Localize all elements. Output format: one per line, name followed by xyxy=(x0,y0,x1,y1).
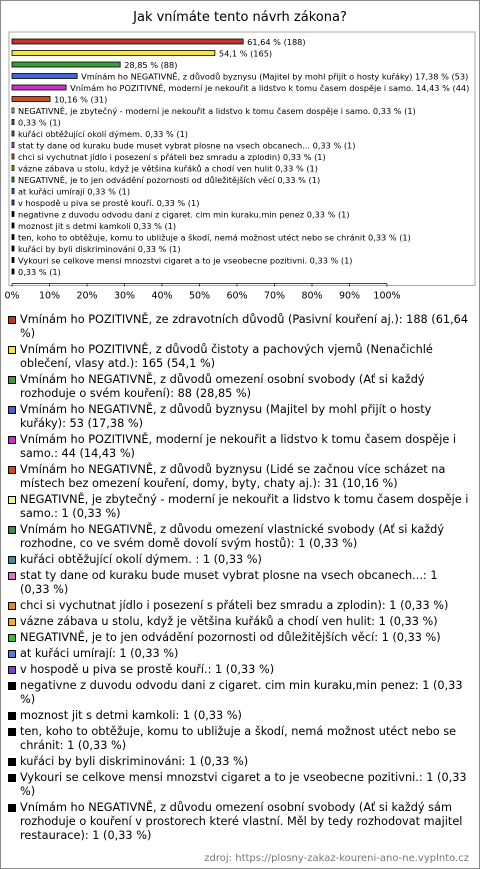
x-tick-label: 70% xyxy=(263,290,286,302)
bar xyxy=(12,223,14,228)
bar xyxy=(12,97,50,102)
bar xyxy=(12,235,14,240)
legend-item xyxy=(7,647,469,661)
bar-label: at kuřáci umírají 0,33 % (1) xyxy=(18,186,131,197)
legend-item xyxy=(7,403,469,431)
bar-label: 28,85 % (88) xyxy=(124,60,178,70)
x-tick-label: 0% xyxy=(4,290,20,302)
legend-label: kuřáci by byli diskriminováni: 1 (0,33 %) xyxy=(20,755,249,768)
bar xyxy=(12,258,14,263)
legend-item xyxy=(7,553,469,567)
source-note: zdroj: https://plosny-zakaz-koureni-ano-ne.vyplnto.cz xyxy=(204,853,469,864)
legend-swatch xyxy=(8,650,16,658)
legend-label: NEGATIVNĚ, je zbytečný - moderní je nekouřit a lidstvo k tomu časem dospěje i samo.: 1 (0,33 %) xyxy=(20,493,469,520)
bar xyxy=(12,62,120,67)
bar-label: moznost jit s detmi kamkoli 0,33 % (1) xyxy=(18,221,177,231)
chart-legend xyxy=(7,313,469,845)
legend-item xyxy=(7,343,469,371)
bar-label: NEGATIVNĚ, je zbytečný - moderní je nekouřit a lidstvo k tomu časem dospěje i samo. 0,33 % (1) xyxy=(18,106,416,116)
legend-label: Vmínám ho NEGATIVNĚ, z důvodů byznysu (Lidé se začnou více scházet na místech bez omezení kouření, domy, byty, chaty aj.): 31 (10,16 %) xyxy=(20,463,446,490)
legend-swatch xyxy=(8,804,16,812)
bar-label: vázne zábava u stolu, když je většina kuřáků a chodí ven hulit 0,33 % (1) xyxy=(18,163,318,174)
bar xyxy=(12,154,14,159)
bar xyxy=(12,200,14,205)
bar-chart-plot xyxy=(1,1,479,308)
bar-label: chci si vychutnat jídlo i posezení s přáteli bez smradu a zplodin) 0,33 % (1) xyxy=(18,152,326,162)
bar-label: 61,64 % (188) xyxy=(247,37,306,47)
bar-label: 0,33 % (1) xyxy=(18,267,61,277)
legend-swatch xyxy=(8,436,16,444)
x-tick-label: 50% xyxy=(188,290,211,302)
legend-label: moznost jit s detmi kamkoli: 1 (0,33 %) xyxy=(20,709,242,722)
x-tick-label: 80% xyxy=(301,290,323,302)
legend-label: stat ty dane od kuraku bude muset vybrat plosne na vsech obcanech...: 1 (0,33 %) xyxy=(20,569,438,596)
x-tick-label: 100% xyxy=(373,290,401,302)
x-tick-label: 20% xyxy=(76,290,98,302)
bar-label: ten, koho to obtěžuje, komu to ubližuje a škodí, nemá možnost utéct nebo se chránit 0,33 % (1) xyxy=(18,232,411,243)
legend-label: kuřáci obtěžující okolí dýmem. : 1 (0,33 %) xyxy=(20,553,262,566)
chart-title: Jak vnímáte tento návrh zákona? xyxy=(133,10,347,25)
legend-swatch xyxy=(8,682,16,690)
legend-label: Vmínám ho NEGATIVNĚ, z důvodů byznysu (Majitel by mohl přijít o hosty kuřáky): 53 (17,38 %) xyxy=(20,403,432,430)
legend-label: vázne zábava u stolu, když je většina kuřáků a chodí ven hulit: 1 (0,33 %) xyxy=(20,615,438,628)
legend-label: chci si vychutnat jídlo i posezení s přáteli bez smradu a zplodin): 1 (0,33 %) xyxy=(20,599,449,612)
bar xyxy=(12,120,14,125)
legend-swatch xyxy=(8,406,16,414)
legend-item xyxy=(7,599,469,613)
legend-item xyxy=(7,755,469,769)
legend-swatch xyxy=(8,712,16,720)
legend-item xyxy=(7,615,469,629)
x-tick-label: 30% xyxy=(113,290,136,302)
legend-swatch xyxy=(8,346,16,354)
bar xyxy=(12,85,66,90)
legend-label: at kuřáci umírají: 1 (0,33 %) xyxy=(20,647,179,660)
legend-swatch xyxy=(8,774,16,782)
legend-item xyxy=(7,709,469,723)
legend-label: Vnímám ho NEGATIVNĚ, z důvodu omezení osobní svobody (Ať si každý sám rozhoduje o kouření v prostorech které vlastní. Měl by tedy rozhodovat majitel restaurace): 1 (0,33 %) xyxy=(20,801,463,842)
legend-item xyxy=(7,631,469,645)
bar xyxy=(12,166,14,171)
legend-item xyxy=(7,313,469,341)
legend-swatch xyxy=(8,496,16,504)
legend-item xyxy=(7,373,469,401)
legend-item xyxy=(7,725,469,753)
bar-label: Vmínám ho NEGATIVNĚ, z důvodů byznysu (Majitel by mohl přijít o hosty kuřáky) 17,38 % (53) xyxy=(81,71,469,82)
legend-item xyxy=(7,569,469,597)
legend-swatch xyxy=(8,556,16,564)
x-tick-label: 60% xyxy=(226,290,248,302)
legend-label: Vnímám ho POZITIVNĚ, moderní je nekouřit a lidstvo k tomu časem dospěje i samo.: 44 (14,43 %) xyxy=(20,433,457,460)
bar xyxy=(12,108,14,113)
legend-label: NEGATIVNĚ, je to jen odvádění pozornosti od důležitějších věcí: 1 (0,33 %) xyxy=(20,631,441,644)
bar xyxy=(12,143,14,148)
legend-item xyxy=(7,433,469,461)
legend-label: Vmínám ho POZITIVNĚ, ze zdravotních důvodů (Pasivní kouření aj.): 188 (61,64 %) xyxy=(20,313,469,340)
bar xyxy=(12,39,243,44)
bar xyxy=(12,131,14,136)
legend-label: Vnímám ho POZITIVNĚ, z důvodů čistoty a pachových vjemů (Nenačichlé oblečení, vlasy atd.): 165 (54,1 %) xyxy=(20,343,433,370)
bar-label: Vnímám ho POZITIVNĚ, moderní je nekouřit a lidstvo k tomu časem dospěje i samo. 14,43 % (44) xyxy=(70,83,470,93)
bar xyxy=(12,189,14,194)
bar-label: 0,33 % (1) xyxy=(18,117,61,128)
bar-label: kuřáci by byli diskriminováni 0,33 % (1) xyxy=(18,244,181,254)
legend-item xyxy=(7,523,469,551)
bar-label: v hospodě u piva se prostě kouří. 0,33 % (1) xyxy=(18,198,200,208)
legend-swatch xyxy=(8,526,16,534)
bar-label: kuřáci obtěžující okolí dýmem. 0,33 % (1) xyxy=(18,129,188,139)
legend-swatch xyxy=(8,376,16,384)
legend-label: Vmínám ho NEGATIVNĚ, z důvodů omezení osobní svobody (Ať si každý rozhoduje o svém kouření): 88 (28,85 %) xyxy=(20,373,425,400)
legend-swatch xyxy=(8,602,16,610)
bar-label: 10,16 % (31) xyxy=(54,94,108,105)
legend-item xyxy=(7,463,469,491)
bar xyxy=(12,51,215,56)
bar xyxy=(12,74,77,79)
bar-label: Vykouri se celkove mensi mnozstvi cigaret a to je vseobecne pozitivni. 0,33 % (1) xyxy=(18,255,353,266)
bar-label: stat ty dane od kuraku bude muset vybrat plosne na vsech obcanech... 0,33 % (1) xyxy=(18,140,356,151)
bar xyxy=(12,246,14,251)
bar-label: 54,1 % (165) xyxy=(218,48,273,59)
x-tick-label: 90% xyxy=(338,290,361,302)
legend-label: ten, koho to obtěžuje, komu to ubližuje a škodí, nemá možnost utéct nebo se chránit: 1 (0,33 %) xyxy=(20,725,457,752)
legend-label: negativne z duvodu odvodu dani z cigaret. cim min kuraku,min penez: 1 (0,33 %) xyxy=(20,679,463,706)
legend-swatch xyxy=(8,572,16,580)
bar-label: NEGATIVNĚ, je to jen odvádění pozornosti od důležitějších věcí 0,33 % (1) xyxy=(18,175,321,185)
bar-label: negativne z duvodu odvodu dani z cigaret. cim min kuraku,min penez 0,33 % (1) xyxy=(18,209,350,220)
x-tick-label: 10% xyxy=(38,290,61,302)
legend-swatch xyxy=(8,728,16,736)
legend-label: Vnímám ho NEGATIVNĚ, z důvodu omezení vlastnické svobody (Ať si každý rozhodne, co ve svém domě dovolí svým hostů): 1 (0,33 %) xyxy=(20,523,445,550)
legend-item xyxy=(7,771,469,799)
legend-swatch xyxy=(8,634,16,642)
legend-item xyxy=(7,679,469,707)
legend-swatch xyxy=(8,758,16,766)
bar xyxy=(12,212,14,217)
legend-swatch xyxy=(8,666,16,674)
legend-swatch xyxy=(8,618,16,626)
legend-item xyxy=(7,663,469,677)
legend-label: Vykouri se celkove mensi mnozstvi cigaret a to je vseobecne pozitivni.: 1 (0,33 %) xyxy=(20,771,467,798)
legend-item xyxy=(7,801,469,843)
bar xyxy=(12,177,14,182)
legend-swatch xyxy=(8,316,16,324)
x-tick-label: 40% xyxy=(151,290,173,302)
legend-label: v hospodě u piva se prostě kouří.: 1 (0,33 %) xyxy=(20,663,275,676)
legend-swatch xyxy=(8,466,16,474)
bar xyxy=(12,269,14,274)
legend-item xyxy=(7,493,469,521)
